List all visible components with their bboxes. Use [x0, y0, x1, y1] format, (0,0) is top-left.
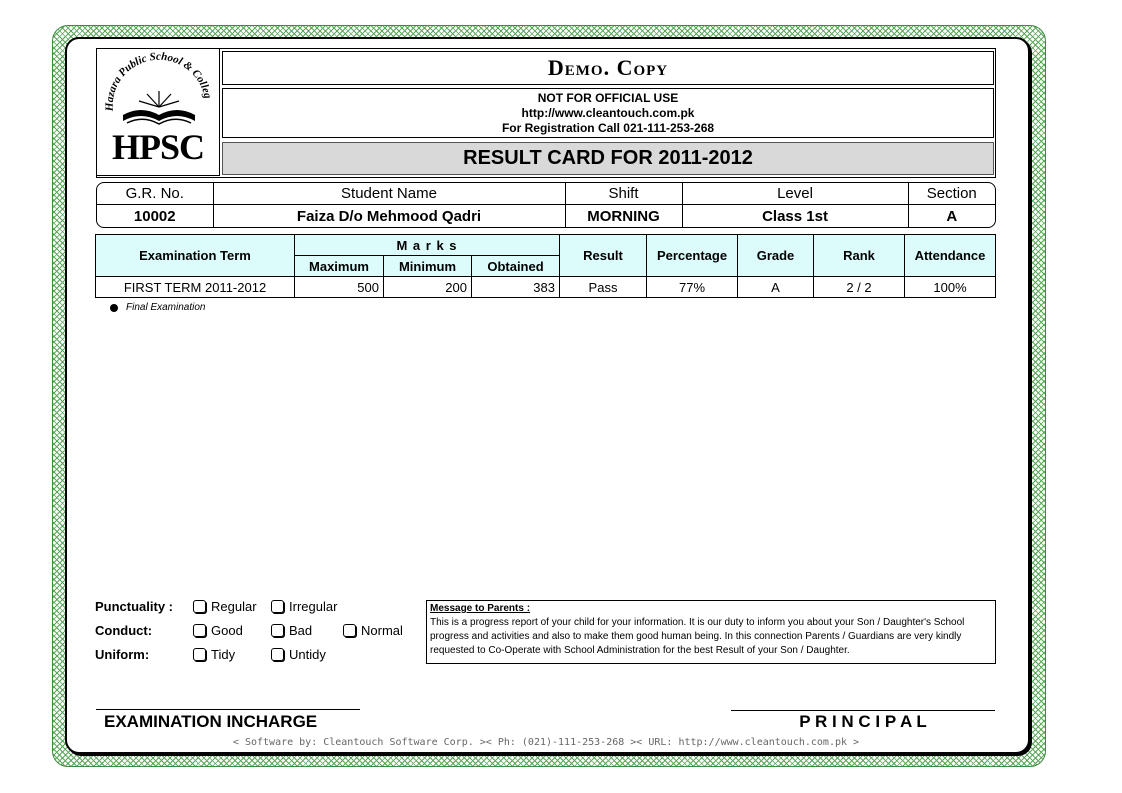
grade-header: Grade: [738, 235, 814, 277]
attendance-header: Attendance: [905, 235, 996, 277]
shift-value: MORNING: [565, 205, 682, 228]
checkbox-icon[interactable]: [193, 624, 206, 637]
rank-cell: 2 / 2: [814, 277, 905, 298]
exam-term-header: Examination Term: [96, 235, 295, 277]
obtained-header: Obtained: [472, 256, 560, 277]
message-to-parents-box: [426, 600, 996, 664]
table-row: [96, 277, 996, 298]
punctuality-label: Punctuality :: [95, 599, 174, 614]
obtained-cell: 383: [472, 277, 560, 298]
checkbox-icon[interactable]: [271, 600, 284, 613]
percentage-cell: 77%: [647, 277, 738, 298]
checkbox-icon[interactable]: [193, 600, 206, 613]
option-label: Good: [211, 623, 243, 638]
final-exam-label: Final Examination: [126, 302, 206, 313]
checkbox-icon[interactable]: [343, 624, 356, 637]
marks-group-header: M a r k s: [295, 235, 560, 256]
conduct-label: Conduct:: [95, 623, 153, 638]
option-label: Normal: [361, 623, 403, 638]
message-title: Message to Parents :: [430, 603, 531, 614]
punctuality-irregular-option[interactable]: [271, 599, 337, 614]
minimum-cell: 200: [384, 277, 472, 298]
page-title: RESULT CARD FOR 2011-2012: [222, 142, 994, 175]
principal-label: P R I N C I P A L: [799, 712, 927, 731]
examination-incharge-label: EXAMINATION INCHARGE: [104, 712, 318, 731]
option-label: Regular: [211, 599, 257, 614]
conduct-normal-option[interactable]: [343, 623, 403, 638]
gr-no-header: G.R. No.: [97, 183, 213, 205]
notice-line-1: NOT FOR OFFICIAL USE: [537, 90, 679, 105]
checkbox-icon[interactable]: [271, 624, 284, 637]
gr-no-value: 10002: [97, 205, 213, 228]
rank-header: Rank: [814, 235, 905, 277]
conduct-good-option[interactable]: [193, 623, 243, 638]
section-header: Section: [908, 183, 995, 205]
school-logo-graphic: [97, 49, 219, 175]
punctuality-label-wrap: [95, 599, 173, 614]
school-logo: [96, 48, 220, 176]
marks-table: [95, 234, 996, 300]
checkbox-icon[interactable]: [193, 648, 206, 661]
option-label: Irregular: [289, 599, 338, 614]
logo-initials: HPSC: [111, 127, 205, 167]
notice-url: http://www.cleantouch.com.pk: [521, 105, 695, 120]
demo-copy-label: Demo. Copy: [222, 51, 994, 85]
section-value: A: [908, 205, 995, 228]
software-footer: < Software by: Cleantouch Software Corp. >< Ph: (021)-111-253-268 >< URL: http://www.cleantouch.com.pk >: [232, 737, 860, 748]
notice-registration: For Registration Call 021-111-253-268: [501, 120, 715, 135]
punctuality-regular-option[interactable]: [193, 599, 257, 614]
shift-header: Shift: [565, 183, 682, 205]
principal-signature: [731, 710, 995, 732]
uniform-tidy-option[interactable]: [193, 647, 235, 662]
conduct-label-wrap: [95, 623, 152, 638]
bullet-icon: [110, 304, 118, 312]
uniform-untidy-option[interactable]: [271, 647, 326, 662]
attendance-cell: 100%: [905, 277, 996, 298]
minimum-header: Minimum: [384, 256, 472, 277]
option-label: Untidy: [289, 647, 326, 662]
option-label: Bad: [289, 623, 313, 638]
result-cell: Pass: [560, 277, 647, 298]
checkbox-icon[interactable]: [271, 648, 284, 661]
conduct-bad-option[interactable]: [271, 623, 312, 638]
student-info-table: [96, 182, 996, 228]
level-value: Class 1st: [682, 205, 908, 228]
student-name-value: Faiza D/o Mehmood Qadri: [213, 205, 565, 228]
option-label: Tidy: [211, 647, 236, 662]
examination-incharge-signature: [96, 709, 360, 732]
message-body: This is a progress report of your child for your information. It is our duty to inform you about your Son / Daughter's School progress and activities and also to make them good human being. In this connection Parents / Guardians are very kindly requested to Co-Operate with School Administration for the best Result of your Son / Daughter.: [430, 617, 965, 656]
uniform-label-wrap: [95, 647, 149, 662]
student-info-value-row: [97, 205, 995, 228]
maximum-header: Maximum: [295, 256, 384, 277]
result-header: Result: [560, 235, 647, 277]
percentage-header: Percentage: [647, 235, 738, 277]
level-header: Level: [682, 183, 908, 205]
notice-box: [222, 88, 994, 138]
uniform-label: Uniform:: [95, 647, 150, 662]
term-cell: FIRST TERM 2011-2012: [96, 277, 295, 298]
logo-arc-text: Hazara Public School & Colleg: [103, 50, 214, 112]
maximum-cell: 500: [295, 277, 384, 298]
final-exam-legend: [110, 302, 205, 313]
grade-cell: A: [738, 277, 814, 298]
student-name-header: Student Name: [213, 183, 565, 205]
student-info-header-row: [97, 183, 995, 205]
